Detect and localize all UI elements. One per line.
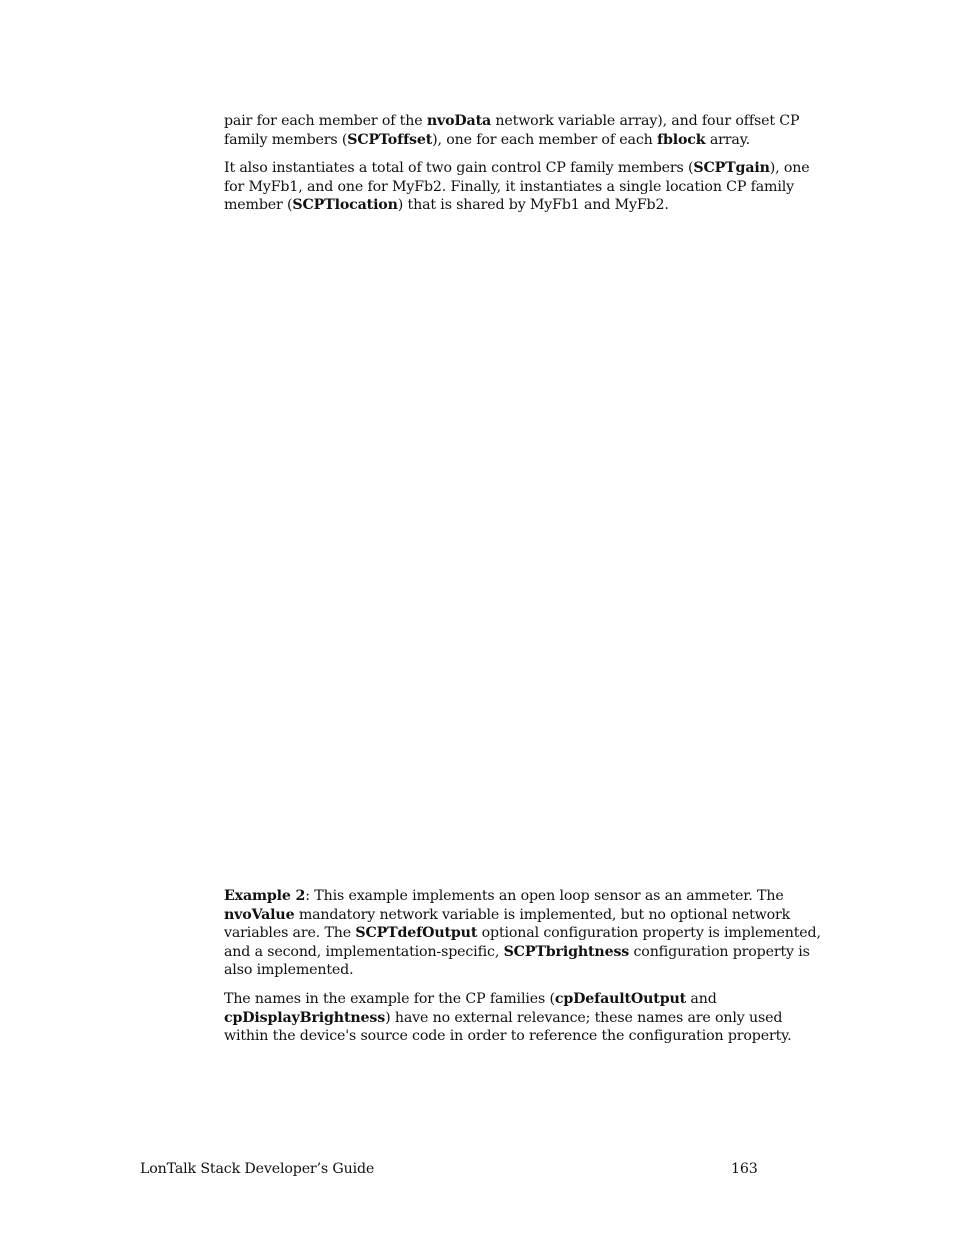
text: ) that is shared by MyFb1 and MyFb2. [397, 197, 669, 214]
paragraph-cp-offset [224, 112, 824, 149]
text: network variable array), and four offset CP family members ( [224, 113, 800, 148]
text: : This example implements an open loop sensor as an ammeter. The [305, 888, 784, 904]
text: The names in the example for the CP families ( [224, 991, 555, 1007]
term-fblock: fblock [657, 131, 706, 148]
text: ), one for each member of each [432, 131, 657, 148]
term-nvodata: nvoData [426, 113, 492, 129]
text: and [686, 991, 717, 1007]
term-scptbrightness: SCPTbrightness [503, 943, 630, 960]
text: array. [705, 131, 751, 148]
footer-document-title: LonTalk Stack Developer’s Guide [140, 1161, 375, 1177]
text: It also instantiates a total of two gain control CP family members ( [224, 160, 694, 176]
text: configuration property is also implemented. [224, 943, 810, 979]
text: ) have no external relevance; these names are only used within the device's source code in order to reference the configuration property. [224, 1009, 792, 1045]
paragraph-example-2 [224, 887, 824, 980]
term-scptdefoutput: SCPTdefOutput [355, 925, 478, 942]
term-scptgain: SCPTgain [693, 160, 770, 176]
term-cpdisplaybrightness: cpDisplayBrightness [224, 1009, 386, 1026]
term-scptlocation: SCPTlocation [292, 197, 398, 214]
footer-page-number: 163 [731, 1161, 758, 1177]
text: optional configuration property is implemented, and a second, implementation-specific, [224, 925, 821, 960]
term-scptoffset: SCPToffset [347, 131, 433, 148]
text: ), one for MyFb1, and one for MyFb2. Finally, it instantiates a single location CP family member ( [224, 160, 810, 214]
term-cpdefaultoutput: cpDefaultOutput [554, 991, 687, 1007]
term-nvovalue: nvoValue [224, 906, 295, 923]
example-label: Example 2 [224, 888, 306, 904]
paragraph-gain-location [224, 159, 824, 215]
text: pair for each member of the [224, 113, 427, 129]
paragraph-cp-family-names [224, 990, 824, 1046]
text: mandatory network variable is implemented, but no optional network variables are. The [224, 906, 791, 942]
